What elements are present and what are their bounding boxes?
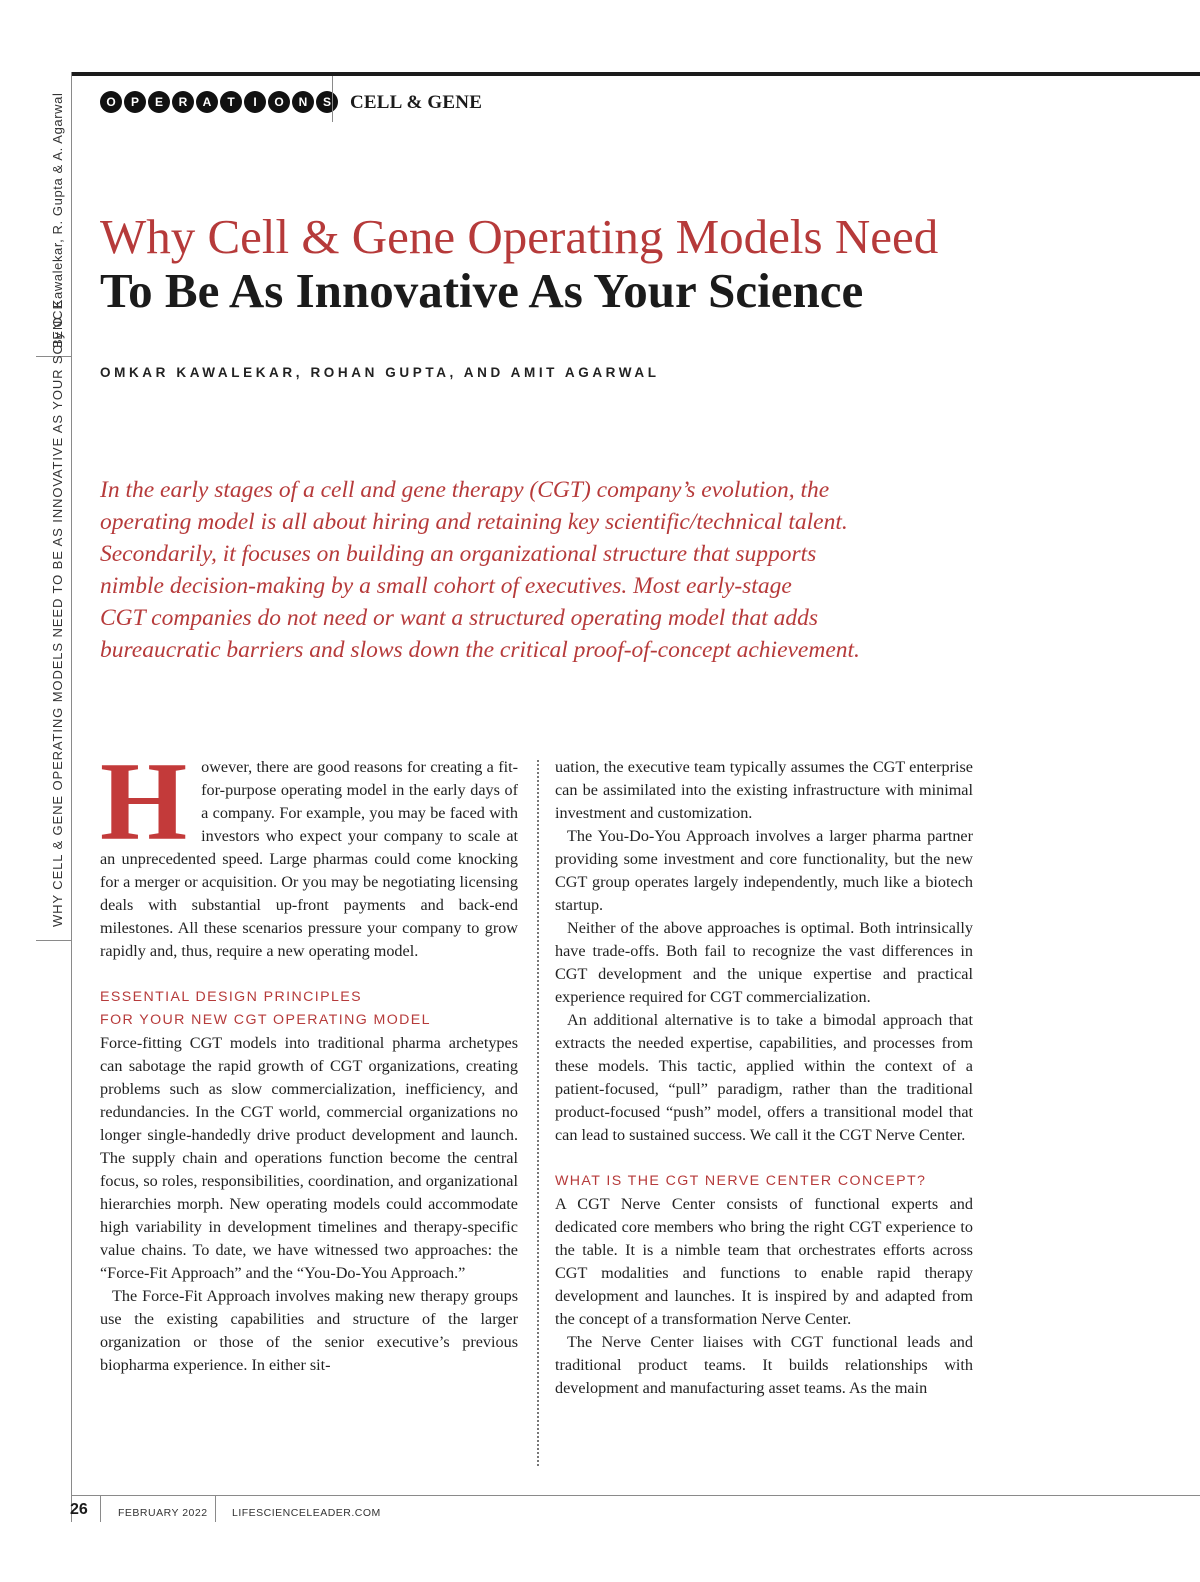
left-margin-rule [71,72,72,1522]
section-letter-badge: O [268,91,290,113]
subhead-line: ESSENTIAL DESIGN PRINCIPLES [100,989,362,1005]
column-divider [537,760,539,1466]
body-paragraph: An additional alternative is to take a bimodal approach that extracts the needed expertise, capabilities, and processes from these models. This tactic, applied within the context of a patient-focused, “pull” paradigm, rather than the traditional product-focused “push” model, offers a transitional model that can lead to sustained success. We call it the CGT Nerve Center. [555,1011,973,1144]
footer-rule [72,1495,1200,1496]
body-paragraph: A CGT Nerve Center consists of functional experts and dedicated core members who bring the right CGT experience to the table. It is a nimble team that orchestrates efforts across CGT modalities and functions to enable rapid therapy development and launches. It is inspired by and adapted from the concept of a transformation Nerve Center. [555,1195,973,1328]
body-paragraph: Force-fitting CGT models into traditional pharma archetypes can sabotage the rapid growth of CGT organizations, creating problems such as slow commercialization, inefficiency, and redundancies. In the CGT world, commercial organizations no longer single-handedly drive product development and launch. The supply chain and operations function become the central focus, so roles, responsibilities, coordination, and organizational hierarchies morph. New operating models could accommodate high variability in development timelines and therapy-specific value chains. To date, we have witnessed two approaches: the “Force-Fit Approach” and the “You-Do-You Approach.” [100,1034,518,1282]
body-paragraph: uation, the executive team typically assumes the CGT enterprise can be assimilated into the existing infrastructure with minimal investment and customization. [555,758,973,822]
body-paragraph: The Nerve Center liaises with CGT functional leads and traditional product teams. It builds relationships with development and manufacturing asset teams. As the main [555,1333,973,1397]
section-letter-badge: T [220,91,242,113]
deck-line: Secondarily, it focuses on building an organizational structure that supports [100,541,817,567]
deck-line: operating model is all about hiring and retaining key scientific/technical talent. [100,509,848,535]
section-letter-badge: I [244,91,266,113]
body-column-left [100,740,518,1377]
section-letter-badge: N [292,91,314,113]
footer-separator [215,1496,216,1522]
body-paragraph: owever, there are good reasons for creating a fit-for-purpose operating model in the early days of a company. For example, you may be faced with investors who expect your company to scale at an unprecedented speed. Large pharmas could come knocking for a merger or acquisition. Or you may be negotiating licensing deals with substantial up-front payments and back-end milestones. All these scenarios pressure your company to grow rapidly and, thus, require a new operating model. [100,758,518,960]
footer-separator [100,1496,101,1522]
deck-line: In the early stages of a cell and gene therapy (CGT) company’s evolution, the [100,477,830,503]
side-running-title: WHY CELL & GENE OPERATING MODELS NEED TO BE AS INNOVATIVE AS YOUR SCIENCE [50,299,65,927]
category-label: CELL & GENE [350,92,483,113]
body-paragraph: The Force-Fit Approach involves making new therapy groups use the existing capabilities and structure of the larger organization or those of the senior executive’s previous biopharma experience. In either sit- [100,1287,518,1374]
section-letter-badge: E [148,91,170,113]
section-letter-badge: R [172,91,194,113]
header-divider [332,76,333,122]
footer-site: LIFESCIENCELEADER.COM [232,1507,381,1519]
article-title-line-1: Why Cell & Gene Operating Models Need [100,209,939,264]
section-letter-badge: O [100,91,122,113]
article-title-line-2: To Be As Innovative As Your Science [100,263,864,318]
section-letter-badge: S [316,91,338,113]
deck-line: nimble decision-making by a small cohort of executives. Most early-stage [100,573,792,599]
subhead-line: WHAT IS THE CGT NERVE CENTER CONCEPT? [555,1173,927,1189]
deck-line: CGT companies do not need or want a structured operating model that adds [100,605,819,631]
page-number: 26 [70,1501,88,1518]
article-deck [100,474,980,666]
side-byline: By O. Kawalekar, R. Gupta & A. Agarwal [50,92,65,348]
subhead-line: FOR YOUR NEW CGT OPERATING MODEL [100,1012,431,1028]
drop-cap: H [100,740,188,864]
footer-date: FEBRUARY 2022 [118,1507,208,1519]
section-badges [100,91,338,113]
section-letter-badge: P [124,91,146,113]
section-letter-badge: A [196,91,218,113]
body-paragraph: The You-Do-You Approach involves a larger pharma partner providing some investment and core functionality, but the new CGT group operates largely independently, much like a biotech startup. [555,827,973,914]
article-authors: OMKAR KAWALEKAR, ROHAN GUPTA, AND AMIT AGARWAL [100,365,660,380]
deck-line: bureaucratic barriers and slows down the critical proof-of-concept achievement. [100,637,860,663]
body-paragraph: Neither of the above approaches is optimal. Both intrinsically have trade-offs. Both fail to recognize the vast differences in CGT development and the unique expertise and practical experience required for CGT commercialization. [555,919,973,1006]
top-rule [72,72,1200,76]
body-column-right [555,756,973,1400]
side-separator-lower [36,940,72,941]
